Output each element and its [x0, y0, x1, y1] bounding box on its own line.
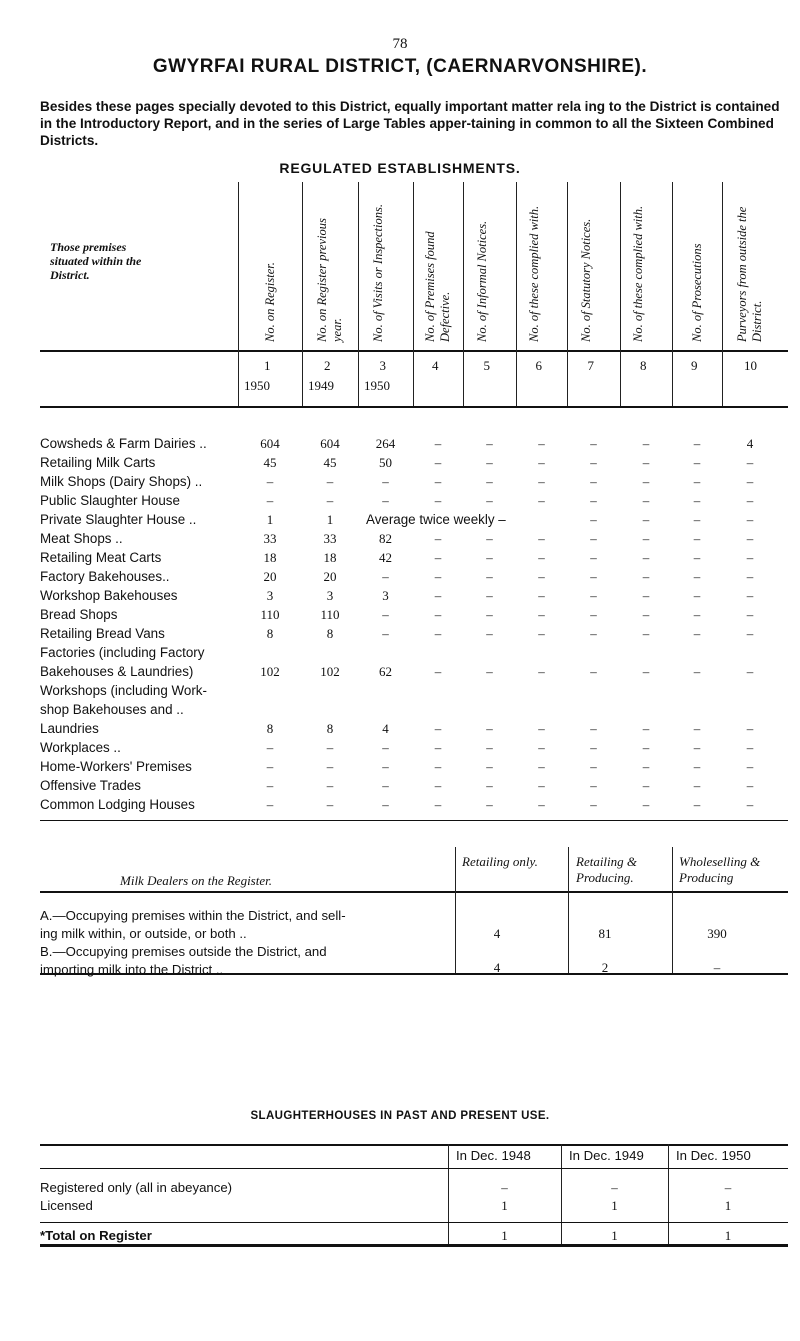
column-number-4: 4: [432, 358, 439, 373]
column-year-1: 1950: [244, 378, 270, 393]
table-cell: –: [746, 550, 754, 565]
row-label: shop Bakehouses and ..: [40, 702, 184, 717]
table-cell: 264: [375, 436, 396, 451]
table-cell: –: [590, 512, 597, 527]
table-cell: –: [642, 512, 650, 527]
table-cell: –: [538, 588, 545, 603]
table-cell: 18: [263, 550, 277, 565]
page-number: 78: [392, 36, 408, 52]
column-number-7: 7: [587, 358, 594, 373]
table-cell: –: [486, 626, 493, 641]
table-cell: –: [266, 759, 274, 774]
milk-vline: [568, 847, 569, 973]
table-cell: –: [434, 531, 442, 546]
milk-a-retailing: 4: [493, 926, 501, 941]
table-cell: –: [326, 778, 334, 793]
table-cell: 1: [326, 512, 334, 527]
table-cell: 3: [326, 588, 334, 603]
table-cell: –: [693, 436, 701, 451]
slaughter-cell: 1: [501, 1198, 508, 1213]
table-cell: –: [266, 493, 274, 508]
table-cell: 102: [320, 664, 340, 679]
table-cell: –: [642, 778, 650, 793]
column-header-2: No. on Register previous year.: [315, 218, 344, 342]
milk-vline: [455, 847, 456, 973]
slaughter-cell: 1: [611, 1228, 618, 1243]
slaughter-cell: 1: [501, 1228, 508, 1243]
milk-b-retailing: 4: [493, 960, 501, 975]
table-cell: 110: [260, 607, 280, 622]
table-cell: –: [590, 664, 597, 679]
table-cell: –: [693, 740, 701, 755]
table-cell: –: [538, 721, 545, 736]
table-cell: 4: [382, 721, 389, 736]
table-cell: –: [590, 455, 597, 470]
table-cell: –: [434, 797, 442, 812]
milk-row-b-line2: importing milk into the District ..: [40, 962, 224, 977]
row-label: Private Slaughter House ..: [40, 512, 197, 527]
table-cell: 62: [379, 664, 392, 679]
table-cell: –: [693, 797, 701, 812]
table-cell: –: [326, 493, 334, 508]
table-cell: –: [382, 626, 389, 641]
table-cell: 8: [266, 721, 274, 736]
table-cell: –: [486, 531, 493, 546]
table-cell: –: [693, 512, 701, 527]
table-cell: –: [642, 588, 650, 603]
table-cell: –: [693, 493, 701, 508]
column-header-8: No. of these complied with.: [631, 205, 645, 342]
table-cell: –: [486, 664, 493, 679]
premises-header: Those premises situated within the District.: [50, 240, 142, 282]
row-label: Milk Shops (Dairy Shops) ..: [40, 474, 203, 489]
row-label: Meat Shops ..: [40, 531, 123, 546]
column-year-3: 1950: [364, 378, 390, 393]
table-cell: –: [538, 797, 545, 812]
table-cell: –: [538, 664, 545, 679]
table-cell: –: [642, 550, 650, 565]
table-cell: –: [693, 778, 701, 793]
table-cell: –: [434, 588, 442, 603]
table-cell: –: [326, 474, 334, 489]
table-cell: –: [382, 740, 389, 755]
table-cell: 3: [266, 588, 274, 603]
slaughter-header-3: In Dec. 1950: [676, 1148, 751, 1163]
table-cell: –: [746, 588, 754, 603]
milk-b-retail-producing: 2: [601, 960, 609, 975]
table-cell: –: [486, 740, 493, 755]
column-header-10: Purveyors from outside the District.: [735, 206, 764, 342]
table-cell: –: [538, 531, 545, 546]
table-cell: –: [746, 797, 754, 812]
column-number-3: 3: [379, 358, 386, 373]
table-cell: –: [486, 759, 493, 774]
table-cell: –: [642, 474, 650, 489]
table-cell: –: [746, 569, 754, 584]
column-number-6: 6: [535, 358, 542, 373]
table-cell: –: [486, 797, 493, 812]
table-cell: –: [590, 493, 597, 508]
column-number-10: 10: [744, 358, 757, 373]
slaughter-header-2: In Dec. 1949: [569, 1148, 644, 1163]
table-cell: –: [538, 607, 545, 622]
table-cell: –: [434, 778, 442, 793]
table-cell: –: [538, 740, 545, 755]
table-cell: –: [326, 740, 334, 755]
table-cell: –: [434, 740, 442, 755]
table-cell: –: [590, 607, 597, 622]
row-label: Retailing Meat Carts: [40, 550, 162, 565]
table-cell: –: [746, 778, 754, 793]
intro-paragraph: Besides these pages specially devoted to this District, equally important matter rela ing to the District is contained in the Introductory Report, and in the series of Large Tables apper-taining in common to all the Sixteen Combined Districts.: [40, 99, 780, 148]
table-cell: –: [434, 493, 442, 508]
table-cell: 42: [379, 550, 392, 565]
table-cell: –: [486, 721, 493, 736]
table-cell: –: [642, 493, 650, 508]
section-title: REGULATED ESTABLISHMENTS.: [279, 160, 521, 176]
row-note: Average twice weekly –: [366, 512, 506, 527]
table-cell: –: [642, 569, 650, 584]
table-cell: –: [486, 550, 493, 565]
table-cell: –: [746, 607, 754, 622]
table-cell: –: [382, 607, 389, 622]
table-cell: –: [746, 626, 754, 641]
table-cell: 8: [266, 626, 274, 641]
slaughter-vline: [561, 1144, 562, 1244]
table-cell: –: [642, 607, 650, 622]
table-cell: –: [434, 664, 442, 679]
table-cell: –: [746, 721, 754, 736]
column-header-1: No. on Register.: [262, 262, 277, 342]
slaughter-row-label: Licensed: [40, 1198, 93, 1213]
table-cell: –: [266, 797, 274, 812]
slaughter-vline: [668, 1144, 669, 1244]
milk-row-a-line2: ing milk within, or outside, or both ..: [40, 926, 247, 941]
table-cell: –: [266, 474, 274, 489]
table-cell: –: [642, 797, 650, 812]
table-cell: –: [538, 569, 545, 584]
table-cell: –: [486, 569, 493, 584]
row-label: Factories (including Factory: [40, 645, 205, 660]
slaughterhouses-title: SLAUGHTERHOUSES IN PAST AND PRESENT USE.: [250, 1110, 550, 1122]
column-number-5: 5: [483, 358, 490, 373]
table-cell: –: [266, 778, 274, 793]
milk-a-retail-producing: 81: [598, 926, 612, 941]
table-cell: –: [538, 759, 545, 774]
page-title: GWYRFAI RURAL DISTRICT, (CAERNARVONSHIRE).: [152, 56, 648, 77]
table-cell: –: [693, 759, 701, 774]
table-cell: –: [590, 436, 597, 451]
table-cell: –: [590, 721, 597, 736]
table-cell: –: [434, 550, 442, 565]
table-cell: –: [693, 588, 701, 603]
table-cell: –: [642, 721, 650, 736]
table-cell: –: [746, 664, 754, 679]
milk-row-b-line1: B.—Occupying premises outside the District, and: [40, 944, 327, 959]
table-cell: 82: [379, 531, 392, 546]
column-number-8: 8: [640, 358, 647, 373]
row-label: Laundries: [40, 721, 99, 736]
column-header-4: No. of Premises found Defective.: [423, 231, 452, 342]
table-cell: –: [590, 550, 597, 565]
row-label: Public Slaughter House: [40, 493, 180, 508]
table-cell: –: [642, 436, 650, 451]
row-label: Cowsheds & Farm Dairies ..: [40, 436, 207, 451]
slaughter-cell: 1: [611, 1198, 618, 1213]
table-cell: –: [590, 531, 597, 546]
column-header-5: No. of Informal Notices.: [474, 220, 489, 342]
table-cell: –: [590, 474, 597, 489]
slaughter-vline: [448, 1144, 449, 1244]
table-cell: –: [538, 778, 545, 793]
table-cell: –: [538, 626, 545, 641]
table-cell: 45: [263, 455, 277, 470]
table-cell: –: [746, 474, 754, 489]
table-cell: –: [693, 607, 701, 622]
table-cell: –: [590, 569, 597, 584]
row-label: Bakehouses & Laundries): [40, 664, 194, 679]
slaughter-cell: –: [724, 1180, 732, 1195]
table-cell: –: [434, 721, 442, 736]
table-cell: 20: [263, 569, 277, 584]
table-cell: –: [382, 493, 389, 508]
table-cell: –: [642, 626, 650, 641]
table-cell: –: [382, 797, 389, 812]
table-cell: –: [693, 474, 701, 489]
table-cell: –: [538, 474, 545, 489]
slaughter-total-rule: [40, 1222, 788, 1223]
table-cell: –: [746, 455, 754, 470]
table-cell: –: [326, 759, 334, 774]
table-cell: 3: [382, 588, 389, 603]
table-cell: –: [486, 778, 493, 793]
milk-header-rule: [40, 891, 788, 893]
column-header-7: No. of Statutory Notices.: [578, 218, 593, 342]
table-cell: –: [434, 626, 442, 641]
milk-col-retail-producing: Retailing & Producing.: [576, 854, 638, 885]
column-header-3: No. of Visits or Inspections.: [370, 204, 385, 342]
table-cell: –: [538, 436, 545, 451]
slaughter-rule: [40, 1144, 788, 1146]
table-cell: –: [382, 474, 389, 489]
table-cell: –: [538, 455, 545, 470]
column-year-2: 1949: [308, 378, 334, 393]
table-cell: 33: [323, 531, 337, 546]
table-cell: 8: [326, 721, 334, 736]
table-cell: –: [746, 740, 754, 755]
table-cell: –: [642, 531, 650, 546]
table-cell: –: [693, 626, 701, 641]
slaughter-header-rule: [40, 1168, 788, 1169]
table-cell: –: [434, 436, 442, 451]
table-cell: –: [642, 664, 650, 679]
table-cell: –: [486, 607, 493, 622]
table-cell: –: [434, 759, 442, 774]
row-label: Workplaces ..: [40, 740, 121, 755]
table-cell: –: [693, 664, 701, 679]
row-label: Factory Bakehouses..: [40, 569, 170, 584]
slaughter-rule: [40, 1244, 788, 1247]
table-cell: –: [590, 778, 597, 793]
column-number-2: 2: [324, 358, 331, 373]
table-cell: –: [590, 797, 597, 812]
table-cell: 110: [320, 607, 340, 622]
row-label: Bread Shops: [40, 607, 118, 622]
table-cell: –: [642, 455, 650, 470]
row-label: Retailing Milk Carts: [40, 455, 156, 470]
table-cell: –: [486, 436, 493, 451]
column-number-1: 1: [264, 358, 271, 373]
slaughter-row-label: Registered only (all in abeyance): [40, 1180, 233, 1195]
table-cell: –: [486, 455, 493, 470]
slaughter-cell: 1: [724, 1198, 732, 1213]
slaughter-cell: –: [501, 1180, 508, 1195]
table-cell: –: [746, 759, 754, 774]
milk-vline: [672, 847, 673, 973]
table-cell: –: [538, 493, 545, 508]
table-cell: 4: [746, 436, 754, 451]
milk-col-wholesale-producing: Wholeselling & Producing: [679, 854, 761, 885]
slaughter-cell: 1: [724, 1228, 732, 1243]
table-cell: 20: [323, 569, 337, 584]
table-cell: –: [434, 607, 442, 622]
milk-row-a-line1: A.—Occupying premises within the District, and sell-: [40, 908, 346, 923]
table-cell: –: [590, 626, 597, 641]
table-cell: –: [590, 759, 597, 774]
column-number-9: 9: [691, 358, 698, 373]
column-header-9: No. of Prosecutions: [689, 243, 704, 342]
milk-b-wholesale: –: [713, 960, 721, 975]
table-cell: –: [266, 740, 274, 755]
table-cell: –: [746, 531, 754, 546]
table-cell: –: [642, 759, 650, 774]
table-cell: –: [434, 474, 442, 489]
table-cell: 8: [326, 626, 334, 641]
table-cell: 33: [263, 531, 277, 546]
table-cell: –: [538, 550, 545, 565]
table-cell: –: [486, 588, 493, 603]
table-cell: –: [693, 455, 701, 470]
table-cell: –: [382, 759, 389, 774]
table-cell: –: [434, 455, 442, 470]
row-label: Common Lodging Houses: [40, 797, 195, 812]
slaughter-row-label: *Total on Register: [40, 1228, 152, 1243]
table-cell: –: [326, 797, 334, 812]
table-cell: –: [486, 493, 493, 508]
table-cell: –: [746, 512, 754, 527]
table-cell: –: [382, 778, 389, 793]
column-header-6: No. of these complied with.: [526, 205, 541, 342]
slaughter-cell: –: [611, 1180, 618, 1195]
table-cell: –: [693, 721, 701, 736]
table-cell: –: [693, 531, 701, 546]
table-cell: –: [590, 588, 597, 603]
table-cell: –: [486, 474, 493, 489]
row-label: Retailing Bread Vans: [40, 626, 165, 641]
table-cell: 18: [323, 550, 337, 565]
table-cell: 45: [323, 455, 337, 470]
table-cell: –: [693, 550, 701, 565]
table-cell: –: [434, 569, 442, 584]
milk-header: Milk Dealers on the Register.: [120, 873, 272, 888]
row-label: Home-Workers' Premises: [40, 759, 192, 774]
table-cell: 102: [260, 664, 280, 679]
table-cell: –: [642, 740, 650, 755]
table-cell: 604: [320, 436, 340, 451]
table-cell: –: [693, 569, 701, 584]
row-label: Offensive Trades: [40, 778, 141, 793]
table-cell: 1: [266, 512, 274, 527]
milk-col-retailing: Retailing only.: [462, 854, 538, 869]
table-cell: –: [746, 493, 754, 508]
row-label: Workshop Bakehouses: [40, 588, 178, 603]
table-cell: 604: [260, 436, 280, 451]
slaughter-header-1: In Dec. 1948: [456, 1148, 531, 1163]
table-cell: 50: [379, 455, 392, 470]
table-cell: –: [590, 740, 597, 755]
milk-a-wholesale: 390: [707, 926, 727, 941]
table-cell: –: [382, 569, 389, 584]
row-label: Workshops (including Work-: [40, 683, 207, 698]
